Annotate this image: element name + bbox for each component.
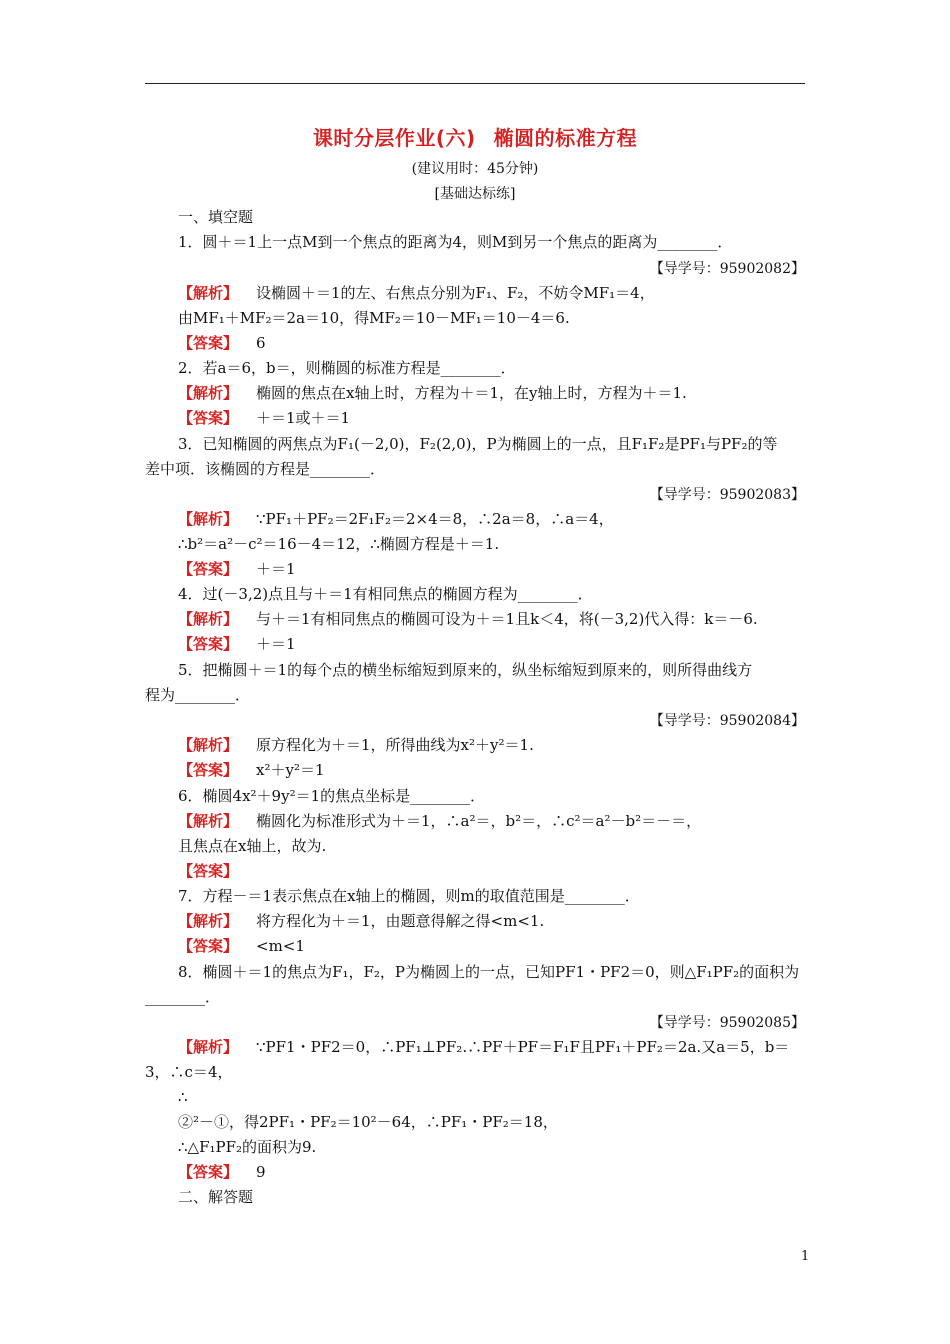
q8-analysis-4: ②²－①，得2PF₁・PF₂＝10²－64，∴PF₁・PF₂＝18， [178,1113,558,1131]
q5-answer-line [178,760,325,780]
q1-text: 1．圆＋＝1上一点M到一个焦点的距离为4，则M到另一个焦点的距离为________． [178,233,733,251]
q7-analysis-line [178,911,544,931]
answer-label: 【答案】 [178,334,239,352]
analysis-label: 【解析】 [178,1038,239,1056]
q6-analysis-1: 椭圆化为标准形式为＋＝1，∴a²＝，b²＝，∴c²＝a²－b²＝－＝， [256,812,702,830]
title-part-2: 椭圆的标准方程 [493,126,638,150]
section-label: [基础达标练] [434,186,516,202]
q1-analysis-2: 由MF₁＋MF₂＝2a＝10，得MF₂＝10－MF₁＝10－4＝6. [178,309,570,327]
analysis-label: 【解析】 [178,912,239,930]
q2-answer-line [178,408,350,428]
q8-text-2: ________． [145,988,221,1006]
header-rule [145,83,805,84]
section-solve: 二、解答题 [178,1188,254,1206]
answer-label: 【答案】 [178,862,239,880]
q3-analysis-line [178,509,614,529]
q5-text-1: 5．把椭圆＋＝1的每个点的横坐标缩短到原来的，纵坐标缩短到原来的，则所得曲线方 [178,661,753,679]
analysis-label: 【解析】 [178,812,239,830]
q4-answer: ＋＝1 [256,635,296,653]
q1-ref: 【导学号：95902082】 [649,261,805,277]
q1-analysis-1: 设椭圆＋＝1的左、右焦点分别为F₁、F₂，不妨令MF₁＝4， [256,284,655,302]
answer-label: 【答案】 [178,635,239,653]
analysis-label: 【解析】 [178,736,239,754]
q3-analysis-1: ∵PF₁＋PF₂＝2F₁F₂＝2×4＝8，∴2a＝8，∴a＝4， [256,510,614,528]
q4-text: 4．过(－3,2)点且与＋＝1有相同焦点的椭圆方程为________． [178,585,593,603]
q6-text: 6．椭圆4x²＋9y²＝1的焦点坐标是________． [178,787,486,805]
time-note: (建议用时：45分钟) [411,161,539,177]
q1-answer-line [178,333,266,353]
q3-answer: ＋＝1 [256,560,296,578]
q4-answer-line [178,634,296,654]
q6-answer-line [178,861,256,881]
q3-text-1: 3．已知椭圆的两焦点为F₁(－2,0)，F₂(2,0)，P为椭圆上的一点，且F₁F₂是PF₁与PF₂的等 [178,435,778,453]
analysis-label: 【解析】 [178,610,239,628]
q7-analysis: 将方程化为＋＝1，由题意得解之得<m<1. [256,912,545,930]
q8-analysis-2: 3，∴c＝4， [145,1063,233,1081]
answer-label: 【答案】 [178,761,239,779]
q2-analysis-line [178,383,687,403]
q3-analysis-2: ∴b²＝a²－c²＝16－4＝12，∴椭圆方程是＋＝1. [178,535,500,553]
answer-label: 【答案】 [178,937,239,955]
analysis-label: 【解析】 [178,510,239,528]
q1-analysis-line [178,283,655,303]
q6-analysis-2: 且焦点在x轴上，故为. [178,837,327,855]
q5-ref: 【导学号：95902084】 [649,713,805,729]
q4-analysis: 与＋＝1有相同焦点的椭圆可设为＋＝1且k＜4，将(－3,2)代入得：k＝－6. [256,610,758,628]
q4-analysis-line [178,609,758,629]
q5-analysis: 原方程化为＋＝1，所得曲线为x²＋y²＝1. [256,736,534,754]
q7-answer-line [178,936,305,956]
section-fill-blank: 一、填空题 [178,208,254,226]
q5-answer: x²＋y²＝1 [256,761,325,779]
q2-answer: ＋＝1或＋＝1 [256,409,351,427]
q6-analysis-line [178,811,701,831]
q8-analysis-1: ∵PF1・PF2＝0，∴PF₁⊥PF₂.∴PF＋PF＝F₁F且PF₁＋PF₂＝2a.又a＝5，b＝ [256,1038,790,1056]
q3-answer-line [178,559,296,579]
q8-ref: 【导学号：95902085】 [649,1015,805,1031]
analysis-label: 【解析】 [178,284,239,302]
q8-analysis-5: ∴△F₁PF₂的面积为9. [178,1138,317,1156]
q2-text: 2．若a＝6，b＝，则椭圆的标准方程是________． [178,359,516,377]
title-part-1: 课时分层作业(六) [312,126,476,150]
q7-text: 7．方程－＝1表示焦点在x轴上的椭圆，则m的取值范围是________． [178,887,640,905]
answer-label: 【答案】 [178,409,239,427]
q5-text-2: 程为________． [145,686,251,704]
q8-answer-line [178,1162,266,1182]
q8-analysis-3: ∴ [178,1088,188,1106]
answer-label: 【答案】 [178,1163,239,1181]
q7-answer: <m<1 [256,937,305,955]
page-title [0,122,950,151]
q3-text-2: 差中项．该椭圆的方程是________． [145,460,386,478]
answer-label: 【答案】 [178,560,239,578]
q3-ref: 【导学号：95902083】 [649,487,805,503]
q8-text-1: 8．椭圆＋＝1的焦点为F₁，F₂，P为椭圆上的一点，已知PF1・PF2＝0，则△F₁PF₂的面积为 [178,963,800,981]
q8-answer: 9 [256,1163,266,1181]
analysis-label: 【解析】 [178,384,239,402]
q2-analysis: 椭圆的焦点在x轴上时，方程为＋＝1，在y轴上时，方程为＋＝1. [256,384,687,402]
q1-answer: 6 [256,334,266,352]
q8-analysis-line [178,1037,789,1057]
page-number: 1 [801,1249,810,1264]
q5-analysis-line [178,735,534,755]
